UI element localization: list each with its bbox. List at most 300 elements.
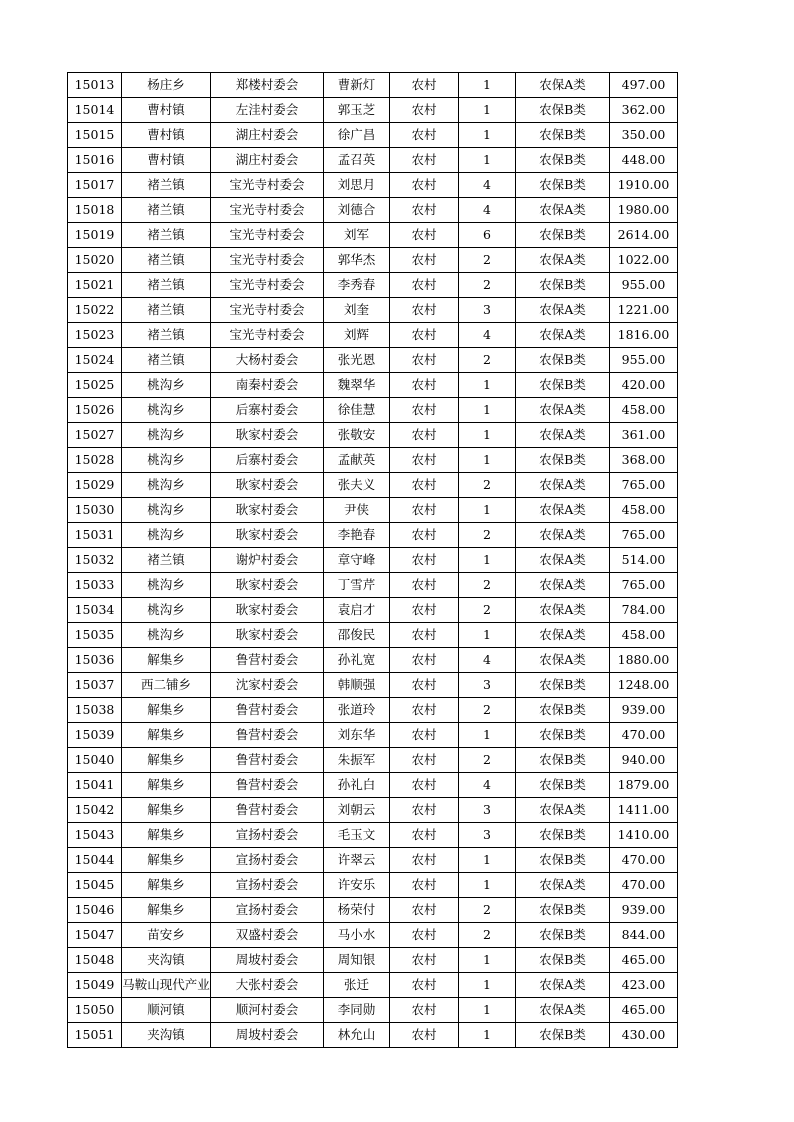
cell-amount: 1980.00 [610,198,678,223]
cell-household-size: 1 [459,123,516,148]
cell-insurance-category: 农保A类 [516,498,610,523]
cell-person-name: 孙礼宽 [324,648,390,673]
cell-insurance-category: 农保B类 [516,148,610,173]
cell-insurance-category: 农保B类 [516,673,610,698]
cell-record-id: 15047 [68,923,122,948]
cell-township: 桃沟乡 [122,623,211,648]
cell-amount: 844.00 [610,923,678,948]
cell-household-size: 1 [459,948,516,973]
cell-area-type: 农村 [390,748,459,773]
cell-insurance-category: 农保B类 [516,748,610,773]
cell-person-name: 尹侠 [324,498,390,523]
cell-record-id: 15013 [68,73,122,98]
cell-township: 褚兰镇 [122,173,211,198]
cell-insurance-category: 农保B类 [516,923,610,948]
cell-household-size: 4 [459,173,516,198]
cell-insurance-category: 农保A类 [516,598,610,623]
cell-person-name: 袁启才 [324,598,390,623]
cell-insurance-category: 农保A类 [516,548,610,573]
cell-amount: 955.00 [610,348,678,373]
cell-insurance-category: 农保B类 [516,273,610,298]
table-row [68,623,678,648]
table-row [68,548,678,573]
cell-record-id: 15027 [68,423,122,448]
cell-record-id: 15044 [68,848,122,873]
cell-area-type: 农村 [390,423,459,448]
cell-township: 西二铺乡 [122,673,211,698]
table-body [68,73,678,1048]
cell-insurance-category: 农保B类 [516,848,610,873]
cell-insurance-category: 农保A类 [516,248,610,273]
cell-village-committee: 沈家村委会 [211,673,324,698]
cell-record-id: 15046 [68,898,122,923]
cell-amount: 765.00 [610,473,678,498]
cell-amount: 765.00 [610,523,678,548]
cell-area-type: 农村 [390,773,459,798]
cell-household-size: 1 [459,423,516,448]
cell-township: 桃沟乡 [122,598,211,623]
cell-township: 桃沟乡 [122,448,211,473]
table-row [68,723,678,748]
cell-village-committee: 大张村委会 [211,973,324,998]
cell-village-committee: 宝光寺村委会 [211,248,324,273]
cell-person-name: 张道玲 [324,698,390,723]
cell-amount: 1816.00 [610,323,678,348]
cell-record-id: 15039 [68,723,122,748]
cell-person-name: 曹新灯 [324,73,390,98]
cell-household-size: 1 [459,148,516,173]
cell-record-id: 15050 [68,998,122,1023]
cell-household-size: 2 [459,523,516,548]
cell-village-committee: 顺河村委会 [211,998,324,1023]
table-row [68,823,678,848]
cell-record-id: 15017 [68,173,122,198]
cell-amount: 465.00 [610,948,678,973]
cell-household-size: 2 [459,748,516,773]
cell-record-id: 15028 [68,448,122,473]
cell-household-size: 3 [459,798,516,823]
cell-record-id: 15014 [68,98,122,123]
cell-village-committee: 宝光寺村委会 [211,223,324,248]
cell-area-type: 农村 [390,98,459,123]
cell-insurance-category: 农保A类 [516,873,610,898]
cell-person-name: 李同勋 [324,998,390,1023]
table-row [68,523,678,548]
cell-township: 褚兰镇 [122,273,211,298]
cell-area-type: 农村 [390,723,459,748]
cell-household-size: 1 [459,448,516,473]
cell-township: 解集乡 [122,798,211,823]
cell-record-id: 15020 [68,248,122,273]
cell-household-size: 4 [459,648,516,673]
cell-amount: 465.00 [610,998,678,1023]
cell-household-size: 3 [459,823,516,848]
cell-household-size: 2 [459,573,516,598]
table-row [68,598,678,623]
cell-township: 桃沟乡 [122,398,211,423]
cell-village-committee: 周坡村委会 [211,948,324,973]
cell-township: 解集乡 [122,823,211,848]
cell-township: 解集乡 [122,648,211,673]
cell-person-name: 许翠云 [324,848,390,873]
cell-area-type: 农村 [390,73,459,98]
cell-village-committee: 耿家村委会 [211,498,324,523]
cell-insurance-category: 农保A类 [516,473,610,498]
cell-record-id: 15025 [68,373,122,398]
cell-area-type: 农村 [390,1023,459,1048]
cell-township: 解集乡 [122,848,211,873]
cell-village-committee: 谢炉村委会 [211,548,324,573]
table-row [68,798,678,823]
cell-village-committee: 鲁营村委会 [211,723,324,748]
cell-amount: 1248.00 [610,673,678,698]
cell-amount: 470.00 [610,723,678,748]
cell-household-size: 1 [459,73,516,98]
cell-village-committee: 大杨村委会 [211,348,324,373]
cell-record-id: 15031 [68,523,122,548]
cell-record-id: 15029 [68,473,122,498]
cell-amount: 955.00 [610,273,678,298]
cell-area-type: 农村 [390,798,459,823]
table-row [68,373,678,398]
cell-village-committee: 鲁营村委会 [211,748,324,773]
cell-person-name: 郭华杰 [324,248,390,273]
cell-amount: 470.00 [610,873,678,898]
cell-record-id: 15038 [68,698,122,723]
cell-household-size: 1 [459,998,516,1023]
cell-village-committee: 宝光寺村委会 [211,273,324,298]
cell-person-name: 韩顺强 [324,673,390,698]
cell-area-type: 农村 [390,348,459,373]
cell-amount: 497.00 [610,73,678,98]
table-row [68,298,678,323]
cell-insurance-category: 农保B类 [516,173,610,198]
cell-record-id: 15026 [68,398,122,423]
cell-person-name: 林允山 [324,1023,390,1048]
table-row [68,273,678,298]
cell-area-type: 农村 [390,923,459,948]
cell-household-size: 3 [459,298,516,323]
cell-record-id: 15024 [68,348,122,373]
cell-person-name: 朱振军 [324,748,390,773]
cell-person-name: 孟献英 [324,448,390,473]
cell-insurance-category: 农保B类 [516,773,610,798]
cell-area-type: 农村 [390,598,459,623]
cell-insurance-category: 农保A类 [516,648,610,673]
cell-area-type: 农村 [390,823,459,848]
cell-village-committee: 郑楼村委会 [211,73,324,98]
cell-village-committee: 宝光寺村委会 [211,173,324,198]
cell-insurance-category: 农保B类 [516,1023,610,1048]
cell-household-size: 6 [459,223,516,248]
cell-township: 马鞍山现代产业 [122,973,211,998]
cell-person-name: 张夫义 [324,473,390,498]
table-row [68,148,678,173]
cell-insurance-category: 农保A类 [516,398,610,423]
cell-amount: 1880.00 [610,648,678,673]
cell-amount: 765.00 [610,573,678,598]
cell-township: 解集乡 [122,873,211,898]
cell-person-name: 刘军 [324,223,390,248]
cell-record-id: 15034 [68,598,122,623]
cell-household-size: 1 [459,873,516,898]
cell-area-type: 农村 [390,448,459,473]
cell-household-size: 1 [459,398,516,423]
cell-insurance-category: 农保A类 [516,573,610,598]
cell-person-name: 杨荣付 [324,898,390,923]
cell-household-size: 1 [459,373,516,398]
cell-village-committee: 宝光寺村委会 [211,198,324,223]
cell-township: 褚兰镇 [122,223,211,248]
cell-amount: 423.00 [610,973,678,998]
cell-village-committee: 耿家村委会 [211,423,324,448]
cell-household-size: 4 [459,323,516,348]
cell-insurance-category: 农保A类 [516,998,610,1023]
cell-amount: 1411.00 [610,798,678,823]
cell-insurance-category: 农保B类 [516,823,610,848]
cell-insurance-category: 农保A类 [516,198,610,223]
cell-village-committee: 鲁营村委会 [211,798,324,823]
cell-household-size: 2 [459,348,516,373]
cell-insurance-category: 农保A类 [516,798,610,823]
cell-amount: 350.00 [610,123,678,148]
table-row [68,673,678,698]
cell-record-id: 15030 [68,498,122,523]
cell-amount: 368.00 [610,448,678,473]
cell-record-id: 15049 [68,973,122,998]
cell-household-size: 1 [459,623,516,648]
table-row [68,873,678,898]
cell-record-id: 15015 [68,123,122,148]
cell-record-id: 15036 [68,648,122,673]
cell-record-id: 15042 [68,798,122,823]
cell-township: 杨庄乡 [122,73,211,98]
table-row [68,998,678,1023]
cell-area-type: 农村 [390,948,459,973]
cell-person-name: 魏翠华 [324,373,390,398]
cell-village-committee: 后寨村委会 [211,398,324,423]
cell-record-id: 15018 [68,198,122,223]
cell-person-name: 马小水 [324,923,390,948]
cell-person-name: 孟召英 [324,148,390,173]
table-row [68,423,678,448]
cell-person-name: 邵俊民 [324,623,390,648]
cell-area-type: 农村 [390,673,459,698]
cell-village-committee: 鲁营村委会 [211,698,324,723]
cell-village-committee: 南秦村委会 [211,373,324,398]
cell-insurance-category: 农保A类 [516,73,610,98]
table-row [68,773,678,798]
table-row [68,223,678,248]
cell-village-committee: 左洼村委会 [211,98,324,123]
table-row [68,173,678,198]
cell-person-name: 郭玉芝 [324,98,390,123]
cell-village-committee: 湖庄村委会 [211,148,324,173]
cell-household-size: 2 [459,273,516,298]
table-row [68,498,678,523]
cell-township: 曹村镇 [122,123,211,148]
cell-area-type: 农村 [390,173,459,198]
cell-amount: 458.00 [610,498,678,523]
cell-person-name: 刘朝云 [324,798,390,823]
cell-area-type: 农村 [390,273,459,298]
cell-village-committee: 耿家村委会 [211,573,324,598]
cell-village-committee: 宣扬村委会 [211,823,324,848]
cell-township: 解集乡 [122,748,211,773]
table-row [68,398,678,423]
cell-area-type: 农村 [390,248,459,273]
cell-area-type: 农村 [390,523,459,548]
cell-record-id: 15021 [68,273,122,298]
cell-area-type: 农村 [390,198,459,223]
table-row [68,698,678,723]
cell-person-name: 张迁 [324,973,390,998]
cell-area-type: 农村 [390,573,459,598]
cell-township: 褚兰镇 [122,323,211,348]
cell-township: 桃沟乡 [122,423,211,448]
cell-area-type: 农村 [390,698,459,723]
cell-amount: 939.00 [610,898,678,923]
cell-record-id: 15037 [68,673,122,698]
table-row [68,198,678,223]
cell-amount: 784.00 [610,598,678,623]
cell-amount: 361.00 [610,423,678,448]
cell-amount: 430.00 [610,1023,678,1048]
cell-area-type: 农村 [390,498,459,523]
cell-household-size: 1 [459,723,516,748]
cell-insurance-category: 农保B类 [516,98,610,123]
cell-amount: 940.00 [610,748,678,773]
cell-amount: 458.00 [610,398,678,423]
cell-township: 桃沟乡 [122,523,211,548]
cell-person-name: 刘奎 [324,298,390,323]
table-row [68,323,678,348]
cell-amount: 939.00 [610,698,678,723]
cell-insurance-category: 农保B类 [516,223,610,248]
cell-area-type: 农村 [390,473,459,498]
cell-household-size: 1 [459,548,516,573]
cell-person-name: 徐广昌 [324,123,390,148]
cell-township: 解集乡 [122,698,211,723]
table-row [68,848,678,873]
cell-township: 褚兰镇 [122,548,211,573]
cell-village-committee: 双盛村委会 [211,923,324,948]
table-row [68,948,678,973]
cell-household-size: 4 [459,773,516,798]
cell-area-type: 农村 [390,223,459,248]
cell-township: 桃沟乡 [122,498,211,523]
cell-township: 苗安乡 [122,923,211,948]
cell-township: 解集乡 [122,723,211,748]
cell-township: 褚兰镇 [122,248,211,273]
cell-area-type: 农村 [390,623,459,648]
cell-person-name: 李艳春 [324,523,390,548]
cell-amount: 470.00 [610,848,678,873]
table-row [68,73,678,98]
cell-record-id: 15033 [68,573,122,598]
cell-household-size: 2 [459,598,516,623]
cell-person-name: 张敬安 [324,423,390,448]
cell-village-committee: 耿家村委会 [211,523,324,548]
cell-record-id: 15051 [68,1023,122,1048]
cell-area-type: 农村 [390,548,459,573]
cell-amount: 362.00 [610,98,678,123]
cell-amount: 448.00 [610,148,678,173]
cell-amount: 2614.00 [610,223,678,248]
cell-township: 桃沟乡 [122,473,211,498]
cell-township: 桃沟乡 [122,373,211,398]
cell-record-id: 15043 [68,823,122,848]
cell-person-name: 许安乐 [324,873,390,898]
cell-record-id: 15019 [68,223,122,248]
cell-area-type: 农村 [390,998,459,1023]
cell-person-name: 刘辉 [324,323,390,348]
cell-area-type: 农村 [390,123,459,148]
cell-township: 曹村镇 [122,98,211,123]
cell-insurance-category: 农保B类 [516,448,610,473]
cell-record-id: 15032 [68,548,122,573]
cell-insurance-category: 农保A类 [516,423,610,448]
cell-township: 夹沟镇 [122,948,211,973]
cell-village-committee: 后寨村委会 [211,448,324,473]
cell-village-committee: 湖庄村委会 [211,123,324,148]
cell-village-committee: 周坡村委会 [211,1023,324,1048]
cell-household-size: 2 [459,248,516,273]
subsidy-table [67,72,678,1048]
cell-household-size: 1 [459,973,516,998]
cell-amount: 1022.00 [610,248,678,273]
cell-amount: 1879.00 [610,773,678,798]
cell-amount: 1221.00 [610,298,678,323]
table-row [68,473,678,498]
cell-insurance-category: 农保B类 [516,123,610,148]
cell-household-size: 2 [459,923,516,948]
cell-township: 夹沟镇 [122,1023,211,1048]
cell-area-type: 农村 [390,323,459,348]
cell-person-name: 毛玉文 [324,823,390,848]
cell-person-name: 丁雪芹 [324,573,390,598]
cell-township: 桃沟乡 [122,573,211,598]
cell-person-name: 李秀春 [324,273,390,298]
cell-person-name: 徐佳慧 [324,398,390,423]
cell-area-type: 农村 [390,373,459,398]
cell-person-name: 章守峰 [324,548,390,573]
table-row [68,898,678,923]
cell-area-type: 农村 [390,648,459,673]
cell-record-id: 15045 [68,873,122,898]
cell-village-committee: 鲁营村委会 [211,648,324,673]
cell-insurance-category: 农保B类 [516,348,610,373]
cell-insurance-category: 农保A类 [516,623,610,648]
cell-record-id: 15040 [68,748,122,773]
cell-amount: 1410.00 [610,823,678,848]
cell-household-size: 1 [459,848,516,873]
cell-insurance-category: 农保B类 [516,948,610,973]
table-row [68,98,678,123]
cell-record-id: 15041 [68,773,122,798]
table-row [68,573,678,598]
cell-township: 解集乡 [122,773,211,798]
cell-insurance-category: 农保B类 [516,698,610,723]
cell-area-type: 农村 [390,848,459,873]
cell-village-committee: 耿家村委会 [211,623,324,648]
cell-person-name: 孙礼白 [324,773,390,798]
cell-area-type: 农村 [390,398,459,423]
cell-township: 褚兰镇 [122,298,211,323]
cell-person-name: 张光恩 [324,348,390,373]
cell-amount: 458.00 [610,623,678,648]
cell-household-size: 3 [459,673,516,698]
